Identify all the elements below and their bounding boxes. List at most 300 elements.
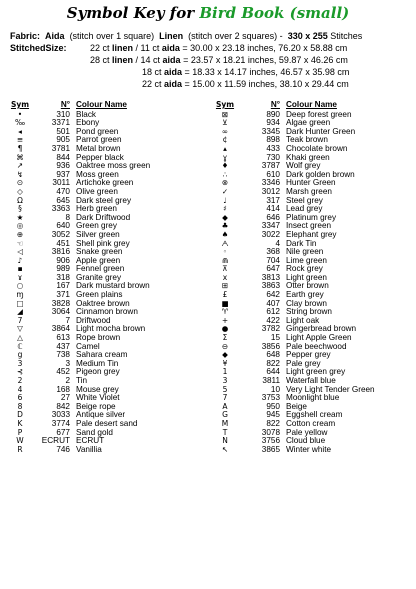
header-name: Colour Name: [76, 101, 127, 109]
colour-name-cell: Gingerbread brown: [286, 325, 357, 334]
symbol-cell: ○: [16, 281, 24, 291]
header-num: N°: [60, 100, 70, 109]
number-cell: 3828: [51, 298, 70, 308]
colour-name-cell: Artichoke green: [76, 179, 134, 188]
colour-name-cell: Dark Driftwood: [76, 213, 131, 222]
key-row: [208, 377, 413, 386]
colour-name-cell: Lime green: [286, 256, 327, 265]
colour-name-cell: Hunter Green: [286, 179, 336, 188]
symbol-cell: ‰: [14, 118, 26, 128]
key-row: [8, 377, 208, 386]
number-cell: 3753: [261, 393, 280, 403]
key-row: [208, 145, 413, 154]
colour-name-cell: Very Light Tender Green: [286, 385, 375, 394]
symbol-key-left-column: [8, 101, 208, 454]
header-sym: Sym: [10, 100, 30, 109]
number-cell: 3346: [261, 178, 280, 188]
number-cell: 612: [266, 307, 280, 317]
symbol-cell: Σ: [222, 333, 228, 343]
number-cell: 640: [56, 221, 70, 231]
key-row: [8, 386, 208, 395]
number-cell: 318: [56, 272, 70, 282]
colour-name-cell: Teak brown: [286, 136, 328, 145]
symbol-cell: ⊼: [222, 264, 228, 274]
right-rows: [208, 111, 413, 455]
size-aida: aida: [164, 67, 183, 77]
key-row: [208, 197, 413, 206]
number-cell: 3813: [261, 272, 280, 282]
colour-name-cell: Steel grey: [286, 196, 323, 205]
key-row: [208, 334, 413, 343]
number-cell: 368: [266, 247, 280, 257]
size-linen: linen: [112, 43, 134, 53]
number-cell: 842: [56, 401, 70, 411]
symbol-cell: ■: [221, 298, 229, 308]
colour-name-cell: Cinnamon brown: [76, 308, 138, 317]
colour-name-cell: Khaki green: [286, 153, 330, 162]
colour-name-cell: Pigeon grey: [76, 368, 120, 377]
symbol-cell: ▪: [17, 264, 23, 274]
colour-name-cell: Medium Tin: [76, 359, 119, 368]
symbol-cell: ɣ: [222, 152, 228, 162]
symbol-cell: ♩: [223, 195, 227, 205]
number-cell: 422: [266, 315, 280, 325]
page-title: [0, 4, 416, 22]
colour-name-cell: Winter white: [286, 445, 332, 454]
symbol-cell: ◢: [17, 307, 23, 317]
size-rest: = 15.00 x 11.59 inches, 38.10 x 29.44 cm: [182, 79, 349, 89]
number-cell: 10: [270, 384, 280, 394]
colour-name-cell: Platinum grey: [286, 213, 337, 222]
colour-name-cell: Light oak: [286, 316, 320, 325]
colour-name-cell: Otter brown: [286, 282, 329, 291]
key-row: [8, 282, 208, 291]
number-cell: 3774: [51, 418, 70, 428]
key-row: [208, 386, 413, 395]
colour-name-cell: Light green grey: [286, 368, 346, 377]
key-row: [8, 368, 208, 377]
size-line-2: [142, 67, 349, 77]
symbol-cell: ◁: [17, 247, 23, 257]
number-cell: 3863: [261, 281, 280, 291]
title-prefix: Symbol Key for: [66, 4, 200, 22]
number-cell: 644: [266, 367, 280, 377]
symbol-cell: ⋒: [221, 255, 229, 265]
number-cell: 15: [270, 333, 280, 343]
colour-name-cell: Lead grey: [286, 205, 323, 214]
symbol-cell: ▴: [223, 143, 227, 153]
symbol-cell: ♯: [223, 204, 227, 214]
number-cell: 8: [65, 212, 70, 222]
symbol-cell: 5: [222, 384, 228, 394]
key-row: [8, 214, 208, 223]
number-cell: 27: [60, 393, 70, 403]
key-row: [208, 111, 413, 120]
key-row: [208, 257, 413, 266]
number-cell: 3864: [51, 324, 70, 334]
symbol-cell: ●: [221, 324, 229, 334]
number-cell: 647: [266, 264, 280, 274]
fabric-aida-note: (stitch over 1 square): [69, 31, 155, 41]
colour-name-cell: Metal brown: [76, 144, 121, 153]
size-pre: 28 ct: [90, 55, 113, 65]
number-cell: 3782: [261, 324, 280, 334]
colour-name-cell: Snake green: [76, 248, 123, 257]
colour-name-cell: ECRUT: [76, 437, 105, 446]
colour-name-cell: Eggshell cream: [286, 411, 343, 420]
number-cell: 371: [56, 290, 70, 300]
key-row: [208, 162, 413, 171]
number-cell: 168: [56, 384, 70, 394]
colour-name-cell: Light green: [286, 273, 327, 282]
number-cell: 3865: [261, 444, 280, 454]
symbol-cell: ◆: [222, 350, 228, 360]
colour-name-cell: Rock grey: [286, 265, 323, 274]
number-cell: 451: [56, 238, 70, 248]
symbol-cell: ≡: [16, 135, 24, 145]
symbol-cell: ⌘: [16, 152, 24, 162]
symbol-cell: D: [17, 410, 23, 420]
colour-name-cell: Pale desert sand: [76, 419, 138, 428]
key-row: [8, 351, 208, 360]
symbol-cell: •: [17, 109, 23, 119]
number-cell: 2: [65, 376, 70, 385]
colour-name-cell: Silver green: [76, 230, 120, 239]
key-row: [208, 437, 413, 446]
key-row: [8, 145, 208, 154]
colour-name-cell: Granite grey: [76, 273, 122, 282]
symbol-cell: ◎: [16, 221, 24, 231]
size-line-1: [90, 55, 348, 65]
symbol-cell: ⊠: [221, 109, 229, 119]
key-row: [8, 420, 208, 429]
colour-name-cell: Wolf grey: [286, 162, 321, 171]
number-cell: 898: [266, 135, 280, 145]
symbol-cell: 3: [17, 358, 23, 368]
symbol-cell: Ω: [17, 195, 23, 205]
number-cell: 3033: [51, 410, 70, 420]
colour-name-cell: Rope brown: [76, 334, 121, 343]
number-cell: 437: [56, 341, 70, 351]
key-row: [208, 300, 413, 309]
symbol-cell: ★: [16, 212, 24, 222]
key-row: [208, 171, 413, 180]
number-cell: 822: [266, 418, 280, 428]
key-row: [208, 188, 413, 197]
key-row: [8, 222, 208, 231]
key-row: [208, 360, 413, 369]
colour-name-cell: Oaktree brown: [76, 299, 130, 308]
key-row: [208, 274, 413, 283]
colour-name-cell: Herb green: [76, 205, 117, 214]
colour-name-cell: Green plains: [76, 291, 123, 300]
symbol-cell: ♠: [221, 229, 229, 239]
colour-name-cell: White Violet: [76, 394, 120, 403]
symbol-cell: K: [17, 418, 23, 428]
colour-name-cell: Cotton cream: [286, 419, 336, 428]
key-row: [8, 291, 208, 300]
number-cell: 433: [266, 143, 280, 153]
size-aida: aida: [164, 79, 183, 89]
size-pre: 18 ct: [142, 67, 165, 77]
colour-name-cell: Vanillia: [76, 445, 102, 454]
column-header: [8, 101, 208, 110]
colour-name-cell: Moss green: [76, 170, 119, 179]
symbol-cell: ⊕: [16, 229, 24, 239]
key-row: [8, 343, 208, 352]
symbol-cell: 3: [222, 376, 228, 385]
size-aida: aida: [162, 55, 181, 65]
number-cell: 3064: [51, 307, 70, 317]
number-cell: 645: [56, 195, 70, 205]
colour-name-cell: Light Apple Green: [286, 334, 352, 343]
symbol-cell: G: [222, 410, 228, 420]
key-row: [8, 128, 208, 137]
number-cell: 3811: [262, 376, 280, 385]
symbol-cell: T: [222, 427, 228, 437]
colour-name-cell: Earth grey: [286, 291, 324, 300]
header-sym: Sym: [215, 100, 235, 109]
symbol-cell: □: [16, 298, 24, 308]
left-rows: [8, 111, 208, 455]
number-cell: 945: [266, 410, 280, 420]
size-rest: = 30.00 x 23.18 inches, 76.20 x 58.88 cm: [179, 43, 348, 53]
symbol-cell: ¶: [17, 143, 23, 153]
key-row: [8, 231, 208, 240]
key-row: [8, 308, 208, 317]
number-cell: 4: [275, 238, 280, 248]
number-cell: 452: [56, 367, 70, 377]
symbol-cell: W: [16, 436, 24, 446]
number-cell: 167: [56, 281, 70, 291]
colour-name-cell: Parrot green: [76, 136, 122, 145]
colour-name-cell: Waterfall blue: [286, 377, 336, 385]
symbol-cell: 4: [17, 384, 23, 394]
key-row: [8, 360, 208, 369]
number-cell: 746: [56, 444, 70, 454]
symbol-cell: ◦: [222, 247, 228, 257]
symbol-cell: ♣: [221, 221, 229, 231]
size-rest: = 23.57 x 18.21 inches, 59.87 x 46.26 cm: [180, 55, 348, 65]
size-pre: 22 ct: [90, 43, 113, 53]
number-cell: 934: [266, 118, 280, 128]
symbol-cell: ♈: [221, 307, 229, 317]
number-cell: 610: [266, 169, 280, 179]
number-cell: 407: [266, 298, 280, 308]
symbol-cell: ◇: [17, 186, 23, 196]
number-cell: 414: [266, 204, 280, 214]
colour-name-cell: Dark Hunter Green: [286, 127, 356, 136]
colour-name-cell: Dark steel grey: [76, 196, 132, 205]
number-cell: 905: [56, 135, 70, 145]
symbol-cell: ɱ: [16, 290, 24, 300]
colour-name-cell: Green grey: [76, 222, 117, 231]
symbol-cell: A: [222, 401, 228, 411]
number-cell: 470: [56, 186, 70, 196]
colour-name-cell: Light mocha brown: [76, 325, 146, 334]
colour-name-cell: Fennel green: [76, 265, 125, 274]
symbol-cell: g: [17, 350, 23, 360]
key-row: [8, 394, 208, 403]
key-row: [208, 282, 413, 291]
colour-name-cell: Sahara cream: [76, 351, 128, 360]
key-row: [208, 446, 413, 455]
number-cell: 3: [65, 358, 70, 368]
colour-name-cell: Pepper grey: [286, 351, 331, 360]
key-row: [8, 429, 208, 438]
symbol-cell: ◆: [222, 212, 228, 222]
colour-name-cell: Apple green: [76, 256, 121, 265]
key-row: [8, 300, 208, 309]
colour-name-cell: Sand gold: [76, 428, 113, 437]
key-row: [8, 171, 208, 180]
number-cell: 648: [266, 350, 280, 360]
key-row: [208, 128, 413, 137]
number-cell: 3022: [261, 229, 280, 239]
number-cell: 3781: [51, 143, 70, 153]
size-linen: linen: [112, 55, 134, 65]
number-cell: 3363: [51, 204, 70, 214]
colour-name-cell: Deep forest green: [286, 110, 352, 119]
number-cell: 3345: [261, 126, 280, 136]
symbol-cell: 7: [222, 393, 228, 403]
symbol-cell: ∞: [221, 126, 229, 136]
size-pre: 22 ct: [142, 79, 165, 89]
key-row: [8, 154, 208, 163]
key-row: [208, 429, 413, 438]
number-cell: 3756: [261, 436, 280, 446]
symbol-cell: ♪: [17, 255, 23, 265]
symbol-cell: ℂ: [17, 341, 23, 351]
symbol-cell: ◂: [18, 126, 22, 136]
key-row: [8, 111, 208, 120]
colour-name-cell: Dark Tin: [286, 239, 317, 248]
key-row: [8, 240, 208, 249]
number-cell: 310: [56, 109, 70, 119]
symbol-cell: 8: [17, 401, 23, 411]
symbol-cell: ☜: [16, 238, 24, 248]
key-row: [208, 205, 413, 214]
key-row: [208, 119, 413, 128]
title-highlight: Bird Book (small): [199, 4, 350, 22]
symbol-cell: ✓: [221, 186, 229, 196]
number-cell: 3816: [51, 247, 70, 257]
key-row: [8, 162, 208, 171]
symbol-cell: §: [18, 204, 22, 214]
symbol-cell: P: [17, 427, 23, 437]
stitched-size-label: [10, 43, 67, 53]
key-row: [208, 265, 413, 274]
number-cell: 646: [266, 212, 280, 222]
colour-name-cell: Driftwood: [76, 316, 111, 325]
number-cell: 642: [266, 290, 280, 300]
key-row: [8, 274, 208, 283]
colour-name-cell: Chocolate brown: [286, 144, 348, 153]
key-row: [8, 317, 208, 326]
symbol-cell: ↖: [221, 444, 229, 454]
colour-name-cell: Black: [76, 110, 97, 119]
colour-name-cell: Beige: [286, 402, 307, 411]
colour-name-cell: Moonlight blue: [286, 394, 340, 403]
colour-name-cell: Ebony: [76, 119, 100, 128]
key-row: [208, 222, 413, 231]
colour-name-cell: Camel: [76, 342, 100, 351]
size-mid: / 14 ct: [133, 55, 163, 65]
key-row: [8, 188, 208, 197]
colour-name-cell: Shell pink grey: [76, 239, 130, 248]
key-row: [8, 446, 208, 455]
symbol-cell: ᗅ: [221, 238, 229, 248]
key-row: [8, 119, 208, 128]
colour-name-cell: Insect green: [286, 222, 332, 231]
key-row: [208, 351, 413, 360]
symbol-cell: ¥: [222, 358, 228, 368]
symbol-cell: ⊰: [16, 367, 24, 377]
key-row: [208, 154, 413, 163]
number-cell: 730: [266, 152, 280, 162]
number-cell: 704: [266, 255, 280, 265]
fabric-stitches-suffix: Stitches: [330, 31, 363, 41]
symbol-cell: ⊖: [221, 341, 229, 351]
number-cell: 822: [266, 358, 280, 368]
symbol-cell: ɤ: [17, 272, 23, 282]
key-row: [8, 403, 208, 412]
colour-name-cell: Nile green: [286, 248, 324, 257]
symbol-cell: x: [222, 272, 228, 282]
number-cell: 3787: [261, 161, 280, 171]
symbol-cell: ⊗: [221, 178, 229, 188]
fabric-stitches: 330 x 255: [287, 31, 328, 41]
number-cell: 3078: [261, 427, 280, 437]
size-aida: aida: [161, 43, 180, 53]
key-row: [208, 325, 413, 334]
symbol-cell: ∴: [222, 169, 228, 179]
symbol-cell: ⊙: [16, 178, 24, 188]
symbol-cell: ⊻: [222, 118, 228, 128]
number-cell: ECRUT: [41, 436, 70, 446]
colour-name-cell: Pond green: [76, 127, 119, 136]
size-rest: = 18.33 x 14.17 inches, 46.57 x 35.98 cm: [182, 67, 350, 77]
key-row: [208, 394, 413, 403]
colour-name-cell: Olive green: [76, 187, 118, 196]
key-row: [8, 437, 208, 446]
fabric-line: [10, 31, 362, 41]
stitched-size-label-text: StitchedSize:: [10, 43, 67, 53]
key-row: [8, 265, 208, 274]
key-row: [208, 248, 413, 257]
colour-name-cell: Elephant grey: [286, 230, 337, 239]
size-line-3: [142, 79, 349, 89]
colour-name-cell: Dark golden brown: [286, 170, 355, 179]
key-row: [8, 179, 208, 188]
symbol-cell: ▽: [17, 324, 23, 334]
number-cell: 3347: [261, 221, 280, 231]
number-cell: 3052: [51, 229, 70, 239]
symbol-cell: 6: [17, 393, 23, 403]
symbol-cell: △: [17, 333, 23, 343]
symbol-cell: £: [222, 290, 228, 300]
fabric-label: Fabric:: [10, 31, 41, 41]
number-cell: 3856: [261, 341, 280, 351]
number-cell: 950: [266, 401, 280, 411]
number-cell: 906: [56, 255, 70, 265]
number-cell: 501: [56, 126, 70, 136]
symbol-key-right-column: [208, 101, 413, 454]
number-cell: 3371: [51, 118, 70, 128]
symbol-cell: ↗: [16, 161, 24, 171]
colour-name-cell: String brown: [286, 308, 332, 317]
number-cell: 738: [56, 350, 70, 360]
